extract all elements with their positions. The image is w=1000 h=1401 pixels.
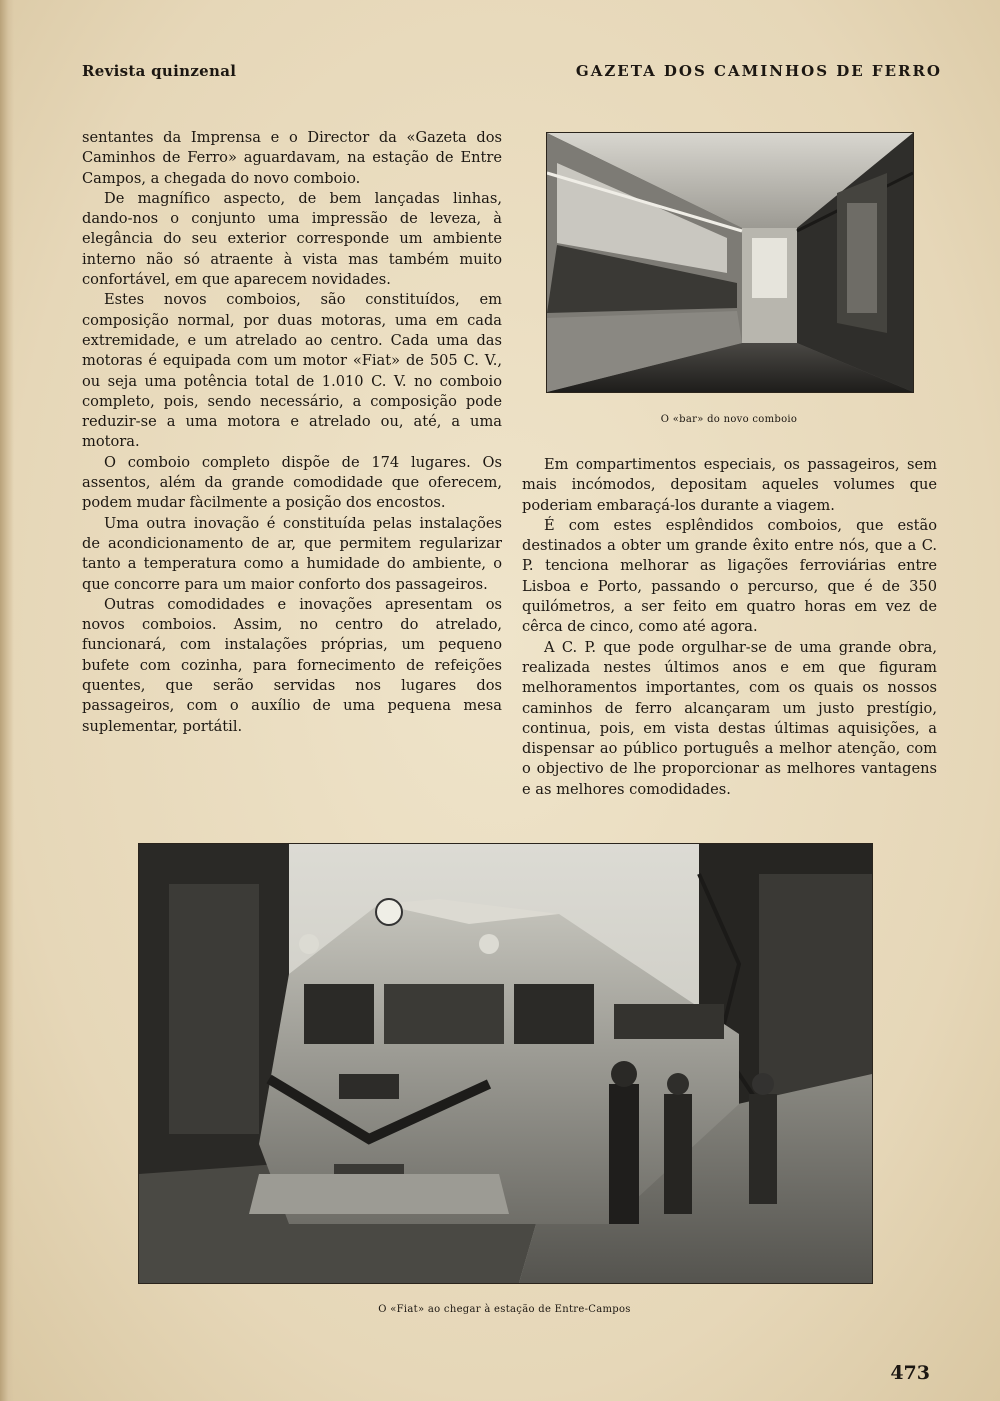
right-text-column — [522, 455, 937, 800]
paragraph: Em compartimentos especiais, os passageiros, sem mais incómodos, depositam aqueles volumes que poderiam embaraçá-los durante a viagem. — [522, 456, 937, 514]
bar-interior-photo — [546, 132, 914, 393]
paragraph: De magnífico aspecto, de bem lançadas linhas, dando-nos o conjunto uma impressão de leveza, à elegância do seu exterior corresponde um ambiente interno não só atraente à vista mas também muito confortável, em que aparecem novidades. — [82, 189, 502, 289]
left-text-column — [82, 128, 502, 737]
fiat-train-photo — [138, 843, 873, 1284]
paragraph: Estes novos comboios, são constituídos, em composição normal, por duas motoras, uma em cada extremidade, e um atrelado ao centro. Cada uma das motoras é equipada com um motor «Fiat» de 505 C. V., ou seja uma potência total de 1.010 C. V. no comboio completo, pois, sendo necessário, a composição pode reduzir-se a uma motora e atrelado ou, até, a uma motora. — [82, 291, 502, 451]
paragraph: Outras comodidades e inovações apresentam os novos comboios. Assim, no centro do atrelado, funcionará, com instalações próprias, um pequeno bufete com cozinha, para fornecimento de refeições quentes, que serão servidas nos lugares dos passageiros, com o auxílio de uma pequena mesa suplementar, portátil. — [82, 595, 502, 735]
page-number: 473 — [890, 1362, 930, 1384]
paragraph: A C. P. que pode orgulhar-se de uma grande obra, realizada nestes últimos anos e em que figuram melhoramentos importantes, com os quais os nossos caminhos de ferro alcançaram um justo prestígio, continua, pois, em vista destas últimas aquisições, a dispensar ao público português a melhor atenção, com o objectivo de lhe proporcionar as melhores vantagens e as melhores comodidades. — [522, 638, 937, 798]
paragraph: Uma outra inovação é constituída pelas instalações de acondicionamento de ar, que permitem regularizar tanto a temperatura como a humidade do ambiente, o que concorre para um maior conforto dos passageiros. — [82, 514, 502, 593]
paragraph: O comboio completo dispõe de 174 lugares. Os assentos, além da grande comodidade que oferecem, podem mudar fàcilmente a posição dos encostos. — [82, 453, 502, 512]
bar-photo-caption: O «bar» do novo comboio — [660, 414, 798, 425]
paragraph: sentantes da Imprensa e o Director da «Gazeta dos Caminhos de Ferro» aguardavam, na estação de Entre Campos, a chegada do novo comboio. — [82, 129, 502, 187]
page-edge-shadow — [0, 0, 14, 1401]
running-header-left: Revista quinzenal — [82, 62, 237, 80]
running-header-right: GAZETA DOS CAMINHOS DE FERRO — [575, 62, 942, 80]
train-photo-caption: O «Fiat» ao chegar à estação de Entre-Campos — [378, 1304, 631, 1315]
paragraph: É com estes esplêndidos comboios, que estão destinados a obter um grande êxito entre nós, que a C. P. tenciona melhorar as ligações ferroviárias entre Lisboa e Porto, passando o percurso, que é de 350 quilómetros, a ser feito em quatro horas em vez de cêrca de cinco, como até agora. — [522, 516, 937, 636]
